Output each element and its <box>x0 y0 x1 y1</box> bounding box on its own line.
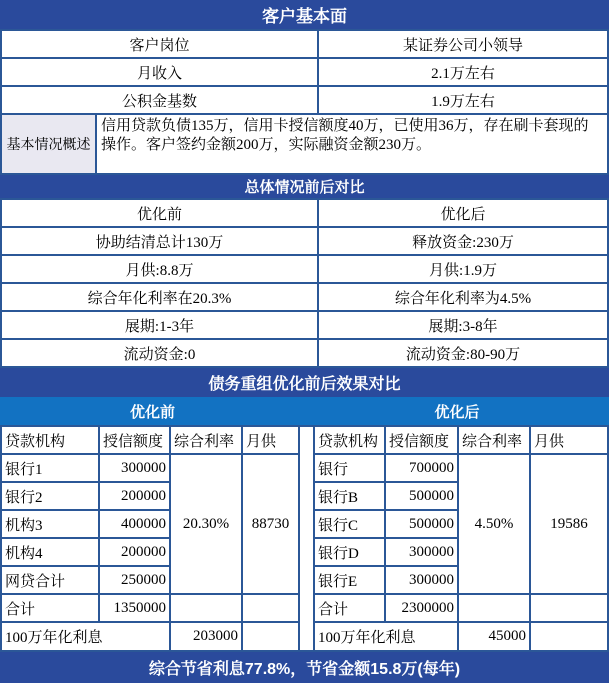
basic-row-label: 公积金基数 <box>2 87 317 113</box>
before-credit: 250000 <box>100 567 169 593</box>
overall-after-cell: 释放资金:230万 <box>319 228 607 254</box>
before-total-label: 合计 <box>2 595 98 621</box>
after-credit: 500000 <box>386 511 457 537</box>
col-header-monthly: 月供 <box>243 427 298 453</box>
before-credit: 200000 <box>100 483 169 509</box>
overall-before-cell: 展期:1-3年 <box>2 312 317 338</box>
after-rate-merged: 4.50% <box>459 455 529 593</box>
overall-before-cell: 流动资金:0 <box>2 340 317 366</box>
before-total-value: 1350000 <box>100 595 169 621</box>
after-monthly-merged: 19586 <box>531 455 607 593</box>
before-lender: 机构4 <box>2 539 98 565</box>
overall-compare-table <box>0 198 609 368</box>
after-interest-value: 45000 <box>459 623 529 650</box>
overall-after-cell: 月供:1.9万 <box>319 256 607 282</box>
col-header-credit: 授信额度 <box>100 427 169 453</box>
after-credit: 700000 <box>386 455 457 481</box>
before-lender: 银行2 <box>2 483 98 509</box>
overall-after-cell: 优化后 <box>319 200 607 226</box>
empty-cell <box>243 595 298 621</box>
basic-row-label: 月收入 <box>2 59 317 85</box>
empty-cell <box>531 623 607 650</box>
col-header-credit: 授信额度 <box>386 427 457 453</box>
before-credit: 200000 <box>100 539 169 565</box>
after-lender: 银行E <box>315 567 384 593</box>
detail-compare-table <box>0 425 609 652</box>
empty-cell <box>171 595 241 621</box>
empty-cell <box>243 623 298 650</box>
detail-before-label: 优化前 <box>129 403 175 421</box>
before-interest-value: 203000 <box>171 623 241 650</box>
after-lender: 银行D <box>315 539 384 565</box>
overview-text: 信用贷款负债135万，信用卡授信额度40万，已使用36万，存在刷卡套现的操作。客户签约金额200万，实际融资金额230万。 <box>97 115 607 173</box>
basic-row-label: 客户岗位 <box>2 31 317 57</box>
basic-row-value: 某证券公司小领导 <box>319 31 607 57</box>
after-lender: 银行 <box>315 455 384 481</box>
overview-label: 基本情况概述 <box>2 115 95 173</box>
table-gap-spacer <box>300 427 313 650</box>
overall-before-cell: 优化前 <box>2 200 317 226</box>
savings-summary: 综合节省利息77.8%，节省金额15.8万(每年) <box>0 652 609 683</box>
overall-after-cell: 综合年化利率为4.5% <box>319 284 607 310</box>
col-header-rate: 综合利率 <box>459 427 529 453</box>
section-basic-title: 客户基本面 <box>0 0 609 29</box>
basic-info-table <box>0 29 609 175</box>
after-lender: 银行C <box>315 511 384 537</box>
before-credit: 300000 <box>100 455 169 481</box>
after-credit: 300000 <box>386 539 457 565</box>
empty-cell <box>531 595 607 621</box>
overall-before-cell: 月供:8.8万 <box>2 256 317 282</box>
before-lender: 机构3 <box>2 511 98 537</box>
col-header-rate: 综合利率 <box>171 427 241 453</box>
before-monthly-merged: 88730 <box>243 455 298 593</box>
before-credit: 400000 <box>100 511 169 537</box>
before-lender: 网贷合计 <box>2 567 98 593</box>
col-header-lender: 贷款机构 <box>2 427 98 453</box>
empty-cell <box>459 595 529 621</box>
after-total-label: 合计 <box>315 595 384 621</box>
before-interest-label: 100万年化利息 <box>2 623 169 650</box>
basic-row-value: 1.9万左右 <box>319 87 607 113</box>
after-total-value: 2300000 <box>386 595 457 621</box>
before-rate-merged: 20.30% <box>171 455 241 593</box>
overall-before-cell: 综合年化利率在20.3% <box>2 284 317 310</box>
after-credit: 300000 <box>386 567 457 593</box>
col-header-monthly: 月供 <box>531 427 607 453</box>
overall-after-cell: 展期:3-8年 <box>319 312 607 338</box>
section-detail-title: 债务重组优化前后效果对比 <box>0 368 609 397</box>
overall-before-cell: 协助结清总计130万 <box>2 228 317 254</box>
after-interest-label: 100万年化利息 <box>315 623 457 650</box>
after-credit: 500000 <box>386 483 457 509</box>
before-lender: 银行1 <box>2 455 98 481</box>
section-overall-title: 总体情况前后对比 <box>0 175 609 198</box>
after-lender: 银行B <box>315 483 384 509</box>
detail-after-label: 优化后 <box>434 403 480 421</box>
detail-subheader <box>0 397 609 425</box>
overall-after-cell: 流动资金:80-90万 <box>319 340 607 366</box>
basic-row-value: 2.1万左右 <box>319 59 607 85</box>
col-header-lender: 贷款机构 <box>315 427 384 453</box>
